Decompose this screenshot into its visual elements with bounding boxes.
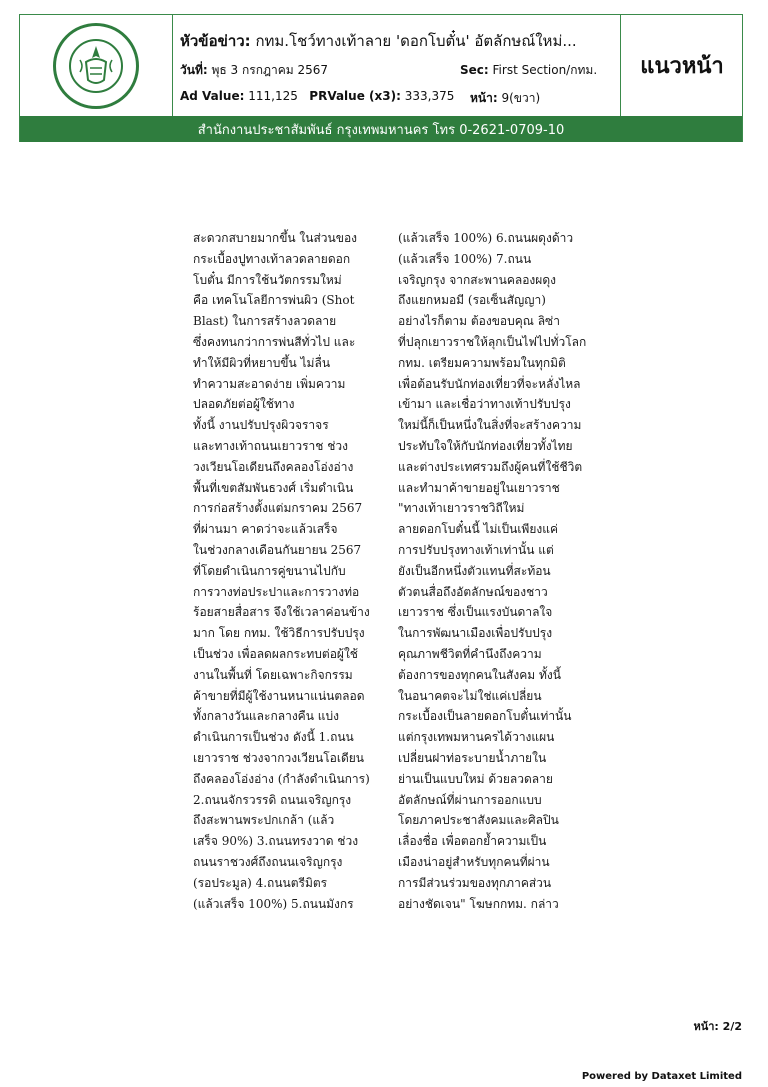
date-label: วันที่: xyxy=(180,63,208,77)
article-line: ซึ่งคงทนกว่าการพ่นสีทั่วไป และ xyxy=(193,334,356,349)
article-line: ใหม่นี้ก็เป็นหนึ่งในสิ่งที่จะสร้างความ xyxy=(398,418,582,433)
article-line: ที่ปลุกเยาวราชให้ลุกเป็นไฟไปทั่วโลก xyxy=(398,334,587,349)
article-line: แต่กรุงเทพมหานครได้วางแผน xyxy=(398,730,555,745)
article-line: กระเบื้องปูทางเท้าลวดลายดอก xyxy=(193,251,351,266)
page-number: หน้า: 2/2 xyxy=(693,1020,742,1033)
headline: กทม.โชว์ทางเท้าลาย 'ดอกโบตั๋น' อัตลักษณ์ใหม่... xyxy=(255,32,577,50)
article-line: ลายดอกโบตั๋นนี้ ไม่เป็นเพียงแค่ xyxy=(398,522,558,537)
article-line: คือ เทคโนโลยีการพ่นผิว (Shot xyxy=(193,293,355,308)
date-value: พุธ 3 กรกฎาคม 2567 xyxy=(211,63,329,77)
article-line: เยาวราช ซึ่งเป็นแรงบันดาลใจ xyxy=(398,605,553,620)
clipping-header xyxy=(19,14,743,142)
article-line: เสร็จ 90%) 3.ถนนทรงวาด ช่วง xyxy=(193,834,359,849)
article-line: ถนนราชวงศ์ถึงถนนเจริญกรุง xyxy=(193,854,343,869)
article-line: ร้อยสายสื่อสาร จึงใช้เวลาค่อนข้าง xyxy=(193,605,370,620)
article-line: ย่านเป็นแบบใหม่ ด้วยลวดลาย xyxy=(398,771,553,786)
article-line: กระเบื้องเป็นลายดอกโบตั๋นเท่านั้น xyxy=(398,709,572,724)
article-line: มาก โดย กทม. ใช้วิธีการปรับปรุง xyxy=(193,626,365,641)
publication-name: แนวหน้า xyxy=(640,54,724,79)
page-value: 9(ขวา) xyxy=(501,91,541,105)
article-line: ตัวตนสื่อถึงอัตลักษณ์ของชาว xyxy=(398,584,548,599)
headline-row xyxy=(180,29,577,53)
article-line: ยังเป็นอีกหนึ่งตัวแทนที่สะท้อน xyxy=(398,563,551,578)
article-line: การก่อสร้างตั้งแต่มกราคม 2567 xyxy=(193,501,363,516)
article-line: และต่างประเทศรวมถึงผู้คนที่ใช้ชีวิต xyxy=(398,459,583,474)
article-line: Blast) ในการสร้างลวดลาย xyxy=(193,314,337,329)
section-label: Sec: xyxy=(460,63,489,77)
article-line: ดำเนินการเป็นช่วง ดังนี้ 1.ถนน xyxy=(193,730,354,745)
article-line: งานในพื้นที่ โดยเฉพาะกิจกรรม xyxy=(193,667,353,682)
article-line: ค้าขายที่มีผู้ใช้งานหนาแน่นตลอด xyxy=(193,688,365,703)
emblem-graphic xyxy=(66,36,126,96)
article-line: เจริญกรุง จากสะพานคลองผดุง xyxy=(398,272,556,287)
article-column-1 xyxy=(193,228,391,914)
article-line: และทำมาค้าขายอยู่ในเยาวราช xyxy=(398,480,560,495)
article-line: (รอประมูล) 4.ถนนตรีมิตร xyxy=(193,875,328,890)
article-line: การวางท่อประปาและการวางท่อ xyxy=(193,584,360,599)
article-line: ทั้งนี้ งานปรับปรุงผิวจราจร xyxy=(193,418,329,433)
logo-area xyxy=(20,15,173,116)
article-line: ถึงคลองโอ่งอ่าง (กำลังดำเนินการ) xyxy=(193,771,370,786)
article-line: "ทางเท้าเยาวราชวิถีใหม่ xyxy=(398,501,525,516)
article-line: วงเวียนโอเดียนถึงคลองโอ่งอ่าง xyxy=(193,459,354,474)
article-column-2 xyxy=(398,228,596,914)
bma-emblem-icon xyxy=(53,23,139,109)
powered-by: Powered by Dataxet Limited xyxy=(581,1071,742,1082)
value-row xyxy=(180,89,454,103)
section-row xyxy=(460,61,597,80)
page-label: หน้า: xyxy=(470,91,498,105)
article-line: เพื่อต้อนรับนักท่องเที่ยวที่จะหลั่งไหล xyxy=(398,376,581,391)
article-line: กทม. เตรียมความพร้อมในทุกมิติ xyxy=(398,355,566,370)
article-line: ถึงแยกหมอมี (รอเซ็นสัญญา) xyxy=(398,293,546,308)
article-line: ทั้งกลางวันและกลางคืน แบ่ง xyxy=(193,709,339,724)
article-line: การมีส่วนร่วมของทุกภาคส่วน xyxy=(398,875,552,890)
article-line: เป็นช่วง เพื่อลดผลกระทบต่อผู้ใช้ xyxy=(193,646,358,661)
article-line: โดยภาคประชาสังคมและศิลปิน xyxy=(398,813,559,828)
article-line: ที่ผ่านมา คาดว่าจะแล้วเสร็จ xyxy=(193,522,338,537)
article-line: เยาวราช ช่วงจากวงเวียนโอเดียน xyxy=(193,750,364,765)
article-line: ปลอดภัยต่อผู้ใช้ทาง xyxy=(193,397,295,412)
ad-value: 111,125 xyxy=(248,89,298,103)
article-line: 2.ถนนจักรวรรดิ ถนนเจริญกรุง xyxy=(193,792,352,807)
article-line: เข้ามา และเชื่อว่าทางเท้าปรับปรุง xyxy=(398,397,571,412)
article-line: และทางเท้าถนนเยาวราช ช่วง xyxy=(193,438,348,453)
article-line: ทำความสะอาดง่าย เพิ่มความ xyxy=(193,376,346,391)
article-line: เลื่องชื่อ เพื่อตอกย้ำความเป็น xyxy=(398,834,547,849)
article-line: อัตลักษณ์ที่ผ่านการออกแบบ xyxy=(398,792,542,807)
article-line: การปรับปรุงทางเท้าเท่านั้น แต่ xyxy=(398,542,554,557)
article-line: พื้นที่เขตสัมพันธวงศ์ เริ่มดำเนิน xyxy=(193,480,354,495)
pr-value: 333,375 xyxy=(404,89,455,103)
section-value: First Section/กทม. xyxy=(492,63,598,77)
article-line: เปลี่ยนฝาท่อระบายน้ำภายใน xyxy=(398,750,547,765)
article-line: ในอนาคตจะไม่ใช่แค่เปลี่ยน xyxy=(398,688,542,703)
article-line: ถึงสะพานพระปกเกล้า (แล้ว xyxy=(193,813,335,828)
article-line: ที่โดยดำเนินการคู่ขนานไปกับ xyxy=(193,563,346,578)
article-line: คุณภาพชีวิตที่คำนึงถึงความ xyxy=(398,646,542,661)
ad-value-label: Ad Value: xyxy=(180,89,245,103)
article-line: เมืองน่าอยู่สำหรับทุกคนที่ผ่าน xyxy=(398,854,550,869)
article-line: ประทับใจให้กับนักท่องเที่ยวทั้งไทย xyxy=(398,438,573,453)
contact-band: สำนักงานประชาสัมพันธ์ กรุงเทพมหานคร โทร 0-2621-0709-10 xyxy=(20,116,742,142)
article-line: (แล้วเสร็จ 100%) 7.ถนน xyxy=(398,251,532,266)
article-line: ทำให้มีผิวที่หยาบขึ้น ไม่ลื่น xyxy=(193,355,331,370)
article-line: ในการพัฒนาเมืองเพื่อปรับปรุง xyxy=(398,626,553,641)
article-line: โบตั๋น มีการใช้นวัตกรรมใหม่ xyxy=(193,272,342,287)
date-row xyxy=(180,61,328,80)
pr-value-label: PRValue (x3): xyxy=(309,89,401,103)
article-line: สะดวกสบายมากขึ้น ในส่วนของ xyxy=(193,231,358,245)
article-line: (แล้วเสร็จ 100%) 6.ถนนผดุงด้าว xyxy=(398,231,574,245)
page-row xyxy=(470,89,540,108)
article-line: (แล้วเสร็จ 100%) 5.ถนนมังกร xyxy=(193,896,354,911)
article-line: ต้องการของทุกคนในสังคม ทั้งนี้ xyxy=(398,667,561,682)
clipping-info xyxy=(180,15,620,116)
article-line: อย่างไรก็ตาม ต้องขอบคุณ ลิซ่า xyxy=(398,314,560,329)
article-line: ในช่วงกลางเดือนกันยายน 2567 xyxy=(193,542,362,557)
headline-label: หัวข้อข่าว: xyxy=(180,32,251,50)
article-line: อย่างชัดเจน" โฆษกกทม. กล่าว xyxy=(398,896,559,911)
